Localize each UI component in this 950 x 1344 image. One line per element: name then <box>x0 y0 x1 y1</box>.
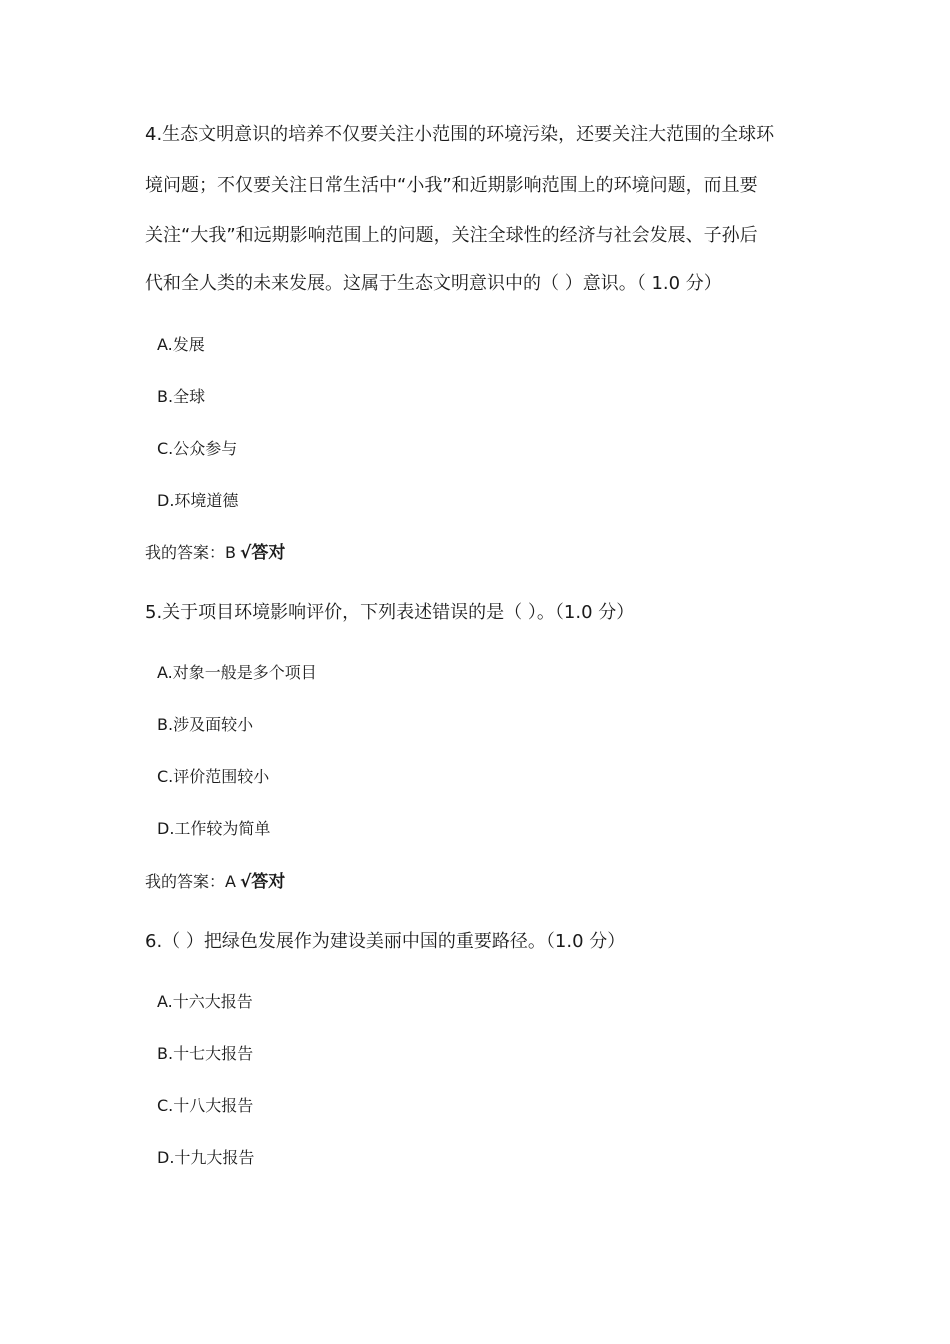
question-6-option-a: A.十六大报告 <box>157 992 253 1011</box>
question-4-option-d: D.环境道德 <box>157 491 239 510</box>
question-4-option-c: C.公众参与 <box>157 439 238 458</box>
question-6-option-c: C.十八大报告 <box>157 1096 254 1115</box>
question-4-line-3: 关注“大我”和远期影响范围上的问题，关注全球性的经济与社会发展、子孙后 <box>145 225 758 246</box>
question-5-line-1: 5.关于项目环境影响评价，下列表述错误的是（ ）。（1.0 分） <box>145 602 635 623</box>
question-4-line-2: 境问题；不仅要关注日常生活中“小我”和近期影响范围上的环境问题，而且要 <box>145 175 758 196</box>
question-4-line-1: 4.生态文明意识的培养不仅要关注小范围的环境污染，还要关注大范围的全球环 <box>145 124 775 145</box>
question-4-option-b: B.全球 <box>157 387 206 406</box>
question-5-option-c: C.评价范围较小 <box>157 767 270 786</box>
question-5-option-a: A.对象一般是多个项目 <box>157 663 317 682</box>
question-4-option-a: A.发展 <box>157 335 205 354</box>
question-4-answer <box>145 542 285 564</box>
question-4-line-4: 代和全人类的未来发展。这属于生态文明意识中的（ ）意识。（ 1.0 分） <box>145 273 722 294</box>
question-6-option-d: D.十九大报告 <box>157 1148 255 1167</box>
question-5-option-b: B.涉及面较小 <box>157 715 254 734</box>
question-6-option-b: B.十七大报告 <box>157 1044 254 1063</box>
answer-verdict: √答对 <box>239 872 286 892</box>
question-6-line-1: 6.（ ）把绿色发展作为建设美丽中国的重要路径。（1.0 分） <box>145 931 626 952</box>
answer-label: 我的答案：B <box>145 543 236 562</box>
question-5-answer <box>145 871 285 893</box>
answer-verdict: √答对 <box>239 543 286 563</box>
question-5-option-d: D.工作较为简单 <box>157 819 271 838</box>
answer-label: 我的答案：A <box>145 872 236 891</box>
